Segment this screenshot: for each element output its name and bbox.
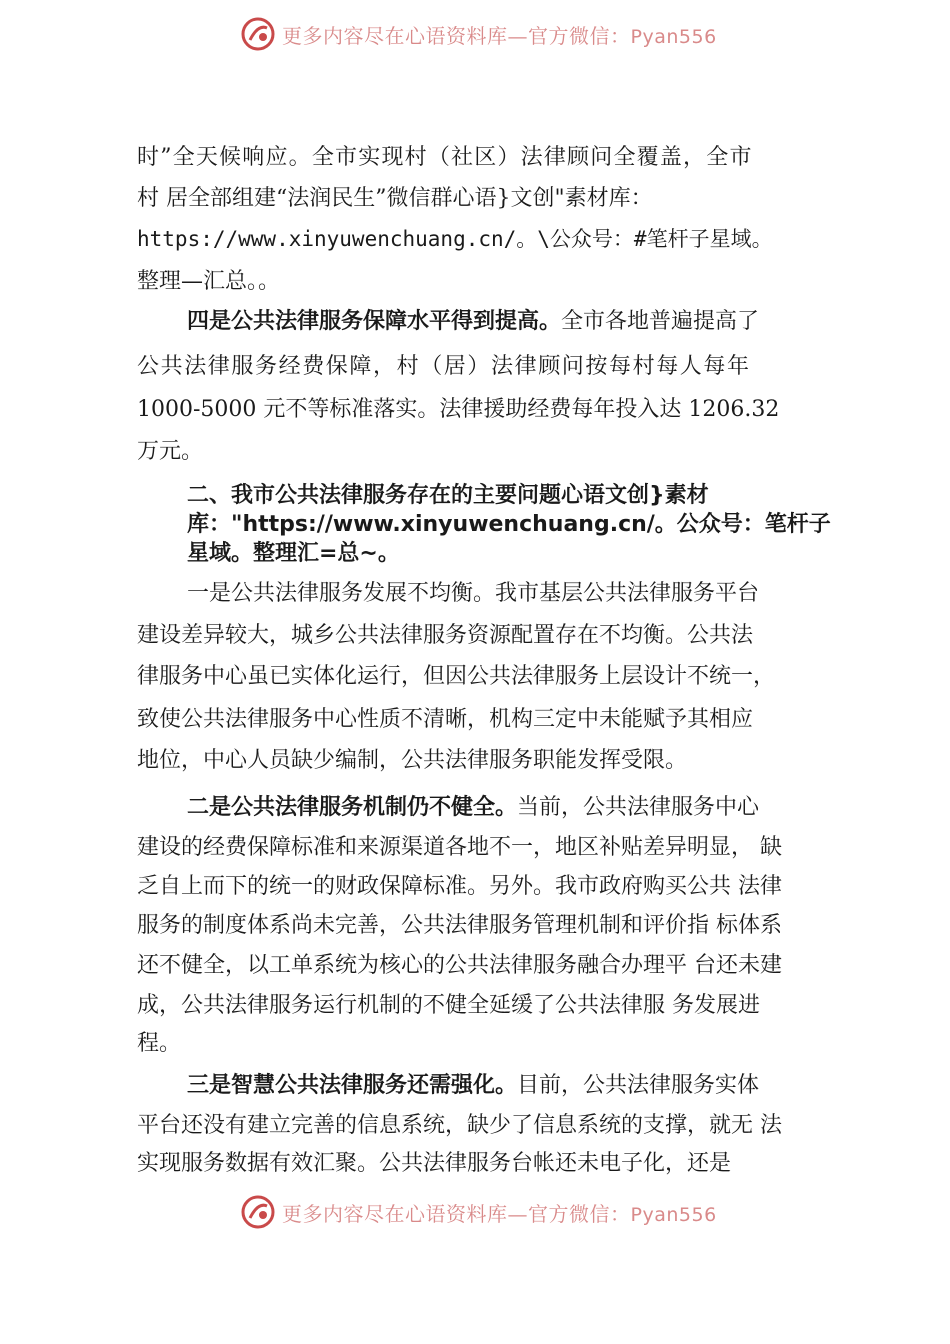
paragraph-line [187,790,759,821]
header-banner [0,14,950,54]
paragraph-line: 律服务中心虽已实体化运行，但因公共法律服务上层设计不统一， [137,664,776,689]
paragraph-line [187,1068,759,1099]
paragraph-line: 公共法律服务经费保障，村（居）法律顾问按每村每人每年 [137,354,751,379]
section-heading: 二、我市公共法律服务存在的主要问题心语文创}素材 [187,483,709,508]
paragraph-line: 程。 [137,1031,182,1056]
wechat-id: Pyan556 [630,25,717,48]
paragraph-line: 实现服务数据有效汇聚。公共法律服务台帐还未电子化，还是 [137,1151,732,1176]
paragraph-text: 目前，公共法律服务实体 [517,1073,760,1098]
paragraph-line: 乏自上而下的统一的财政保障标准。另外。我市政府购买公共 法律 [137,874,782,899]
paragraph-line: 服务的制度体系尚未完善，公共法律服务管理机制和评价指 标体系 [137,913,782,938]
paragraph-line: 建设差异较大，城乡公共法律服务资源配置存在不均衡。公共法 [137,623,754,648]
paragraph-line: 建设的经费保障标准和来源渠道各地不一，地区补贴差异明显， 缺 [137,835,782,860]
section-heading: 库："https://www.xinyuwenchuang.cn/。公众号：笔杆子 [187,512,831,537]
paragraph-line: 村 居全部组建“法润民生”微信群心语}文创"素材库： [137,186,653,211]
paragraph-line: 平台还没有建立完善的信息系统，缺少了信息系统的支撑，就无 法 [137,1113,782,1138]
logo-icon [240,16,276,52]
paragraph-text: 当前，公共法律服务中心 [517,795,760,820]
paragraph-line: https://www.xinyuwenchuang.cn/。\公众号：#笔杆子星域。 [137,227,773,251]
paragraph-line: 万元。 [137,439,204,464]
paragraph-line: 致使公共法律服务中心性质不清晰，机构三定中未能赋予其相应 [137,707,754,732]
banner-text: 更多内容尽在心语资料库—官方微信：Pyan556 [282,23,717,48]
paragraph-text: 全市各地普遍提高了 [561,309,760,334]
paragraph-line: 地位，中心人员缺少编制，公共法律服务职能发挥受限。 [137,748,688,773]
paragraph-line: 成，公共法律服务运行机制的不健全延缓了公共法律服 务发展进 [137,993,760,1018]
logo-icon [240,1194,276,1230]
section-heading: 星域。整理汇=总~。 [187,541,400,566]
paragraph-line: 时”全天候响应。全市实现村（社区）法律顾问全覆盖，全市 [137,145,753,170]
paragraph-lead: 三是智慧公共法律服务还需强化。 [187,1072,518,1098]
paragraph-line: 还不健全，以工单系统为核心的公共法律服务融合办理平 台还未建 [137,953,782,978]
paragraph-lead: 二是公共法律服务机制仍不健全。 [187,794,518,820]
paragraph-line: 一是公共法律服务发展不均衡。我市基层公共法律服务平台 [187,581,760,606]
paragraph-line: 1000-5000 元不等标准落实。法律援助经费每年投入达 1206.32 [137,397,780,422]
wechat-id: Pyan556 [630,1203,717,1226]
paragraph-lead: 四是公共法律服务保障水平得到提高。 [187,308,562,334]
banner-text: 更多内容尽在心语资料库—官方微信：Pyan556 [282,1201,717,1226]
footer-banner [0,1192,950,1232]
paragraph-line [187,304,759,335]
paragraph-line: 整理—汇总。。 [137,269,281,294]
